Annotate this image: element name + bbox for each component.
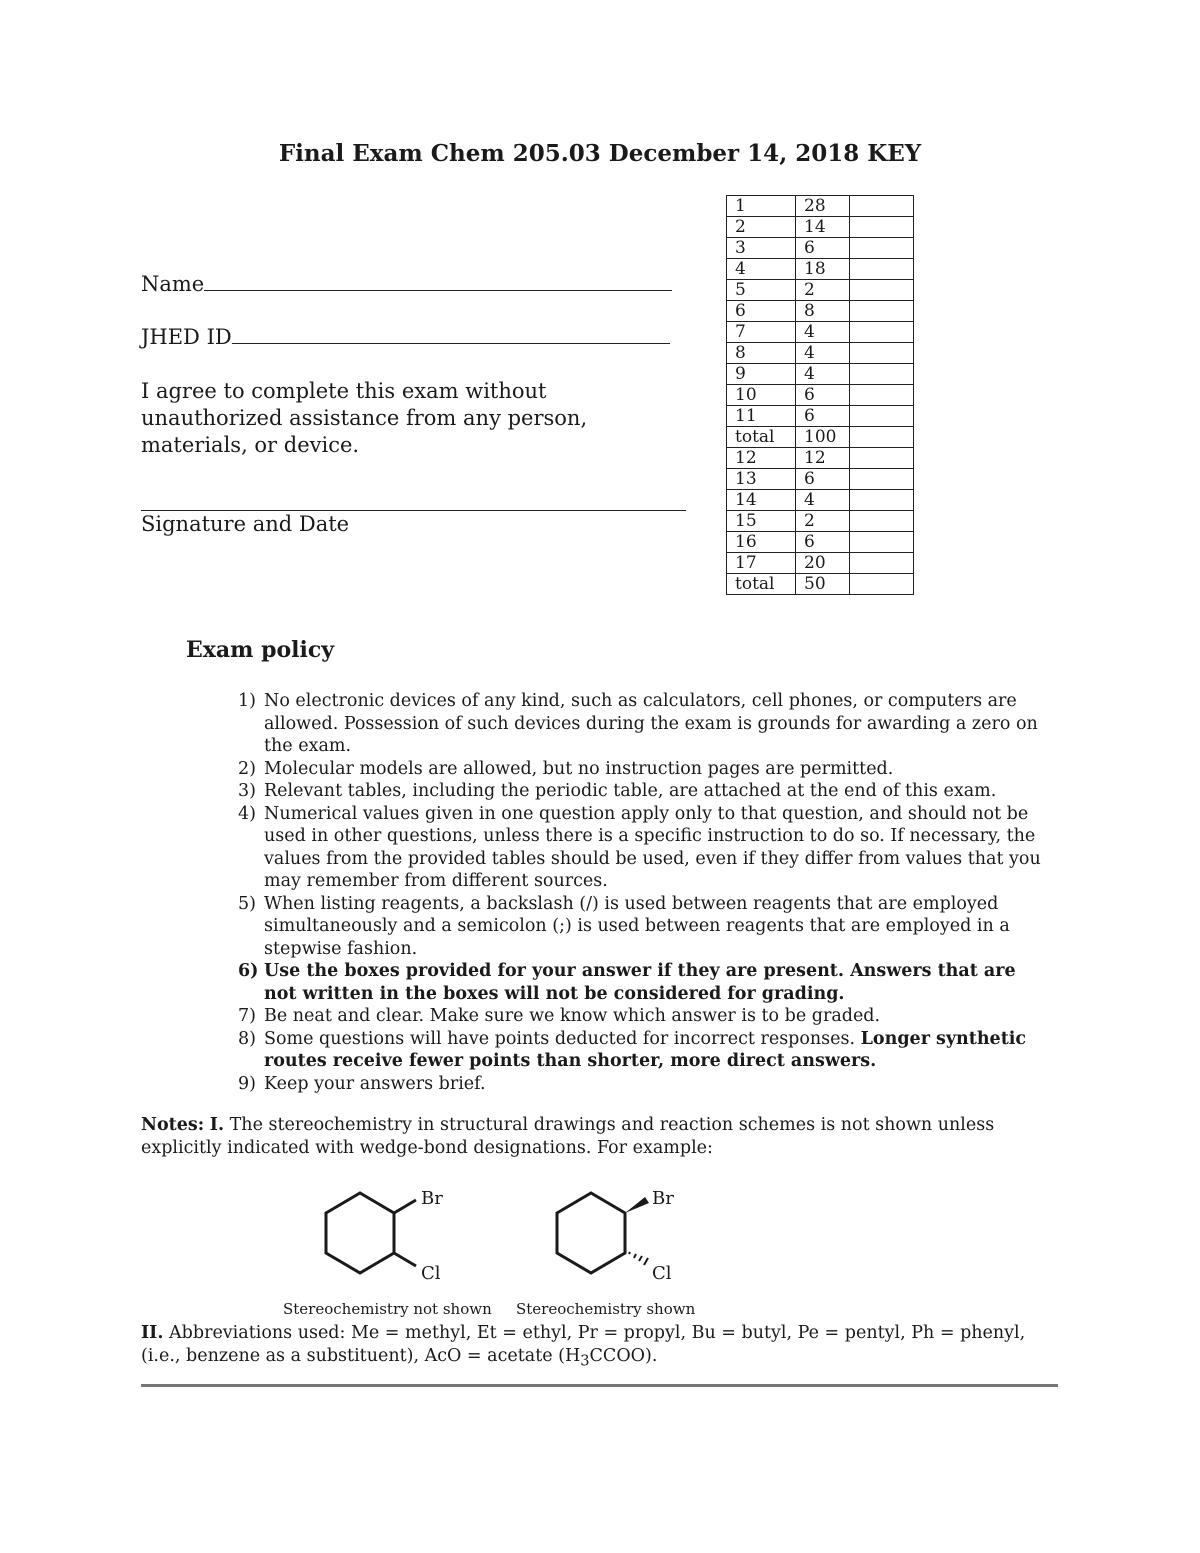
question-number: 2 [727,217,796,238]
question-points: 6 [796,238,850,259]
question-points: 18 [796,259,850,280]
question-number: 8 [727,343,796,364]
br-label: Br [652,1188,674,1209]
jhed-field [141,325,670,349]
policy-item: 8) Some questions will have points deducted for incorrect responses. Longer synthetic routes receive fewer points than shorter, more direct answers. [238,1028,1027,1071]
question-points: 4 [796,322,850,343]
question-number: 14 [727,490,796,511]
question-points: 12 [796,448,850,469]
question-number: 1 [727,196,796,217]
question-number: 5 [727,280,796,301]
question-points: 14 [796,217,850,238]
score-row [727,364,914,385]
abbreviations-paragraph: II. Abbreviations used: Me = methyl, Et = ethyl, Pr = propyl, Bu = butyl, Pe = pentyl, Ph = phenyl, (i.e., benzene as a substituent), AcO = acetate $(H_3CCOO)$. [141,1323,1026,1369]
question-number: total [727,427,796,448]
molecule-stereo [541,1178,701,1293]
score-row [727,406,914,427]
jhed-label: JHED ID [141,325,232,349]
score-entry-cell[interactable] [850,301,914,322]
score-entry-cell[interactable] [850,448,914,469]
score-row [727,238,914,259]
hash-bond [629,1252,648,1265]
agreement-statement: I agree to complete this exam without unauthorized assistance from any person, materials, or device. [141,379,588,457]
divider [141,1384,1058,1387]
score-entry-cell[interactable] [850,574,914,595]
question-number: 12 [727,448,796,469]
question-number: 16 [727,532,796,553]
cl-label: Cl [652,1263,672,1284]
question-points: 20 [796,553,850,574]
br-label: Br [421,1188,443,1209]
question-points: 4 [796,343,850,364]
question-number: 9 [727,364,796,385]
policy-item: 4) Numerical values given in one question apply only to that question, and should not be used in other questions, unless there is a specific instruction to do so. If necessary, the values from the provided tables should be used, even if they differ from values that you may remember from different sources. [238,803,1041,891]
question-points: 2 [796,511,850,532]
name-field [141,272,672,296]
score-entry-cell[interactable] [850,469,914,490]
question-points: 2 [796,280,850,301]
question-points: 28 [796,196,850,217]
score-row [727,280,914,301]
score-entry-cell[interactable] [850,490,914,511]
score-entry-cell[interactable] [850,280,914,301]
question-points: 6 [796,532,850,553]
score-row [727,343,914,364]
caption-stereo: Stereochemistry shown [516,1300,696,1318]
score-entry-cell[interactable] [850,553,914,574]
score-entry-cell[interactable] [850,427,914,448]
question-points: 100 [796,427,850,448]
cyclohexane-ring [326,1193,394,1273]
score-entry-cell[interactable] [850,238,914,259]
score-row [727,322,914,343]
score-row [727,301,914,322]
question-number: 10 [727,385,796,406]
score-row [727,532,914,553]
policy-item: 1) No electronic devices of any kind, such as calculators, cell phones, or computers are allowed. Possession of such devices during the exam is grounds for awarding a zero on the exam. [238,691,1038,756]
score-row [727,259,914,280]
score-row [727,196,914,217]
score-row [727,469,914,490]
score-entry-cell[interactable] [850,217,914,238]
question-number: 11 [727,406,796,427]
wedge-bond [625,1197,649,1213]
question-number: 6 [727,301,796,322]
question-points: 50 [796,574,850,595]
question-number: 17 [727,553,796,574]
question-number: 7 [727,322,796,343]
policy-item: 7) Be neat and clear. Make sure we know which answer is to be graded. [238,1006,881,1026]
signature-label: Signature and Date [141,512,350,536]
question-number: 13 [727,469,796,490]
question-number: total [727,574,796,595]
score-row [727,385,914,406]
question-points: 6 [796,406,850,427]
score-entry-cell[interactable] [850,322,914,343]
score-entry-cell[interactable] [850,406,914,427]
cl-label: Cl [421,1263,441,1284]
question-points: 6 [796,385,850,406]
br-bond [394,1200,416,1213]
question-number: 15 [727,511,796,532]
policy-item: 5) When listing reagents, a backslash (/) is used between reagents that are employed simultaneously and a semicolon (;) is used between reagents that are employed in a stepwise fashion. [238,893,1010,959]
policy-item: 9) Keep your answers brief. [238,1073,486,1094]
molecule-no-stereo [310,1178,470,1293]
question-points: 6 [796,469,850,490]
question-points: 4 [796,490,850,511]
score-row [727,427,914,448]
score-entry-cell[interactable] [850,511,914,532]
score-entry-cell[interactable] [850,196,914,217]
question-number: 4 [727,259,796,280]
question-number: 3 [727,238,796,259]
policy-item: 6) Use the boxes provided for your answer if they are present. Answers that are not written in the boxes will not be considered for grading. [238,961,1016,1004]
page-title: Final Exam Chem 205.03 December 14, 2018 KEY [278,140,922,167]
question-points: 8 [796,301,850,322]
score-entry-cell[interactable] [850,364,914,385]
score-row [727,511,914,532]
score-row [727,217,914,238]
name-line[interactable] [204,274,672,291]
score-row [727,574,914,595]
notes-paragraph: Notes: I. The stereochemistry in structural drawings and reaction schemes is not shown unless explicitly indicated with wedge-bond designations. For example: [141,1115,995,1158]
score-entry-cell[interactable] [850,385,914,406]
policy-list [238,690,1050,1095]
score-row [727,553,914,574]
signature-line[interactable] [141,510,686,511]
policy-item: 2) Molecular models are allowed, but no instruction pages are permitted. [238,758,894,779]
score-entry-cell[interactable] [850,343,914,364]
name-label: Name [141,272,205,296]
score-row [727,490,914,511]
cyclohexane-ring [557,1193,625,1273]
question-points: 4 [796,364,850,385]
cl-bond [394,1253,416,1266]
caption-no-stereo: Stereochemistry not shown [283,1300,492,1318]
policy-item: 3) Relevant tables, including the periodic table, are attached at the end of this exam. [238,781,997,801]
jhed-line[interactable] [232,327,670,344]
score-entry-cell[interactable] [850,532,914,553]
policy-heading: Exam policy [186,637,335,663]
score-table [726,195,914,595]
score-entry-cell[interactable] [850,259,914,280]
score-row [727,448,914,469]
